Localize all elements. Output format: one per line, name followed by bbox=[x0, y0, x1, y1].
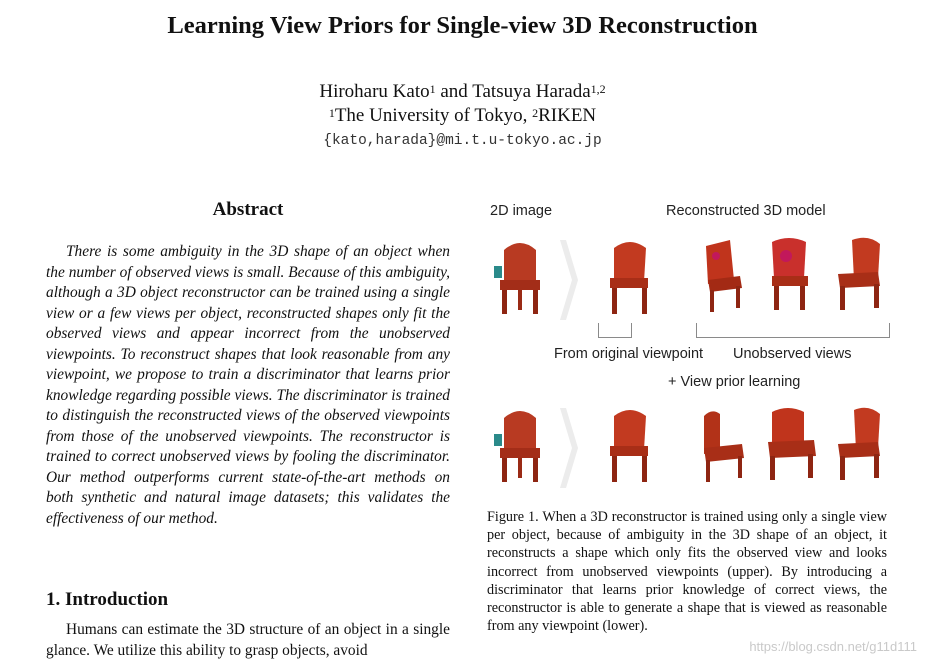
chair-recon-unobserved-3-upper bbox=[834, 234, 886, 314]
introduction-text: Humans can estimate the 3D structure of an object in a single glance. We utilize this ability to grasp objects, avoid bbox=[46, 621, 450, 659]
arrow-upper-icon bbox=[560, 240, 578, 320]
chair-recon-original-upper bbox=[604, 236, 654, 316]
figure-label-2d-image: 2D image bbox=[490, 203, 553, 219]
affiliation-line bbox=[0, 104, 925, 128]
chair-recon-unobserved-1-upper bbox=[700, 236, 748, 316]
chair-recon-original-lower bbox=[604, 404, 654, 484]
paper-title: Learning View Priors for Single-view 3D Reconstruction bbox=[167, 12, 758, 39]
watermark: https://blog.csdn.net/g11d111 bbox=[749, 639, 917, 654]
author-kato-sup: 1 bbox=[429, 82, 436, 96]
figure-caption-text: Figure 1. When a 3D reconstructor is trained using only a single view per object, because of ambiguity in the 3D shape of an object, it reconstructs a shape which only fits the observed view and looks incorrect from unobserved viewpoints (upper). By introducing a discriminator that learns prior knowledge of correct views, the reconstructor is able to generate a shape that is viewed as reasonable from any viewpoint (lower). bbox=[487, 509, 887, 635]
chair-recon-unobserved-3-lower bbox=[834, 404, 886, 484]
figure-label-3d-model: Reconstructed 3D model bbox=[666, 203, 826, 219]
figure-caption bbox=[487, 508, 887, 635]
introduction-heading: 1. Introduction bbox=[46, 589, 169, 610]
abstract-text: There is some ambiguity in the 3D shape of an object when the number of observed views is small. Because of this ambiguity, although a 3D object reconstructor can be trained using a single view or a few views per object, reconstructed shapes only fit the observed views and appear incorrect from the unobserved viewpoints. To reconstruct shapes that look reasonable from any viewpoint, we propose to train a discriminator that learns prior knowledge regarding possible views. The discriminator is trained to distinguish the reconstructed views of the observed viewpoints from those of the unobserved viewpoints. The reconstructor is trained to correct unobserved views by fooling the discriminator. Our method outperforms current state-of-the-art methods on both synthetic and natural image datasets; this validates the effectiveness of our method. bbox=[46, 243, 450, 527]
affil-tokyo: The University of Tokyo, bbox=[334, 105, 533, 126]
figure-label-original-viewpoint: From original viewpoint bbox=[554, 346, 704, 362]
author-email: {kato,harada}@mi.t.u-tokyo.ac.jp bbox=[323, 133, 602, 149]
chair-recon-unobserved-2-upper bbox=[764, 234, 814, 314]
figure-label-unobserved-views: Unobserved views bbox=[733, 346, 852, 362]
author-harada-sup: 1,2 bbox=[590, 82, 606, 96]
chair-recon-unobserved-1-lower bbox=[698, 408, 748, 484]
affil2-sup: 2 bbox=[532, 106, 539, 120]
arrow-lower-icon bbox=[560, 408, 578, 488]
figure-label-view-prior-learning: + View prior learning bbox=[668, 374, 801, 390]
chair-input-image-upper bbox=[492, 236, 548, 316]
abstract-heading: Abstract bbox=[212, 199, 284, 220]
bracket-unobserved bbox=[696, 323, 890, 338]
author-line bbox=[0, 80, 925, 104]
affil-riken: RIKEN bbox=[538, 105, 597, 126]
chair-input-image-lower bbox=[492, 404, 548, 484]
chair-recon-unobserved-2-lower bbox=[766, 404, 818, 484]
introduction-body bbox=[46, 620, 450, 659]
abstract-body bbox=[46, 242, 450, 529]
bracket-original bbox=[598, 323, 632, 338]
author-kato: Hiroharu Kato bbox=[319, 81, 430, 102]
affil1-sup: 1 bbox=[328, 106, 335, 120]
author-harada: and Tatsuya Harada bbox=[435, 81, 591, 102]
